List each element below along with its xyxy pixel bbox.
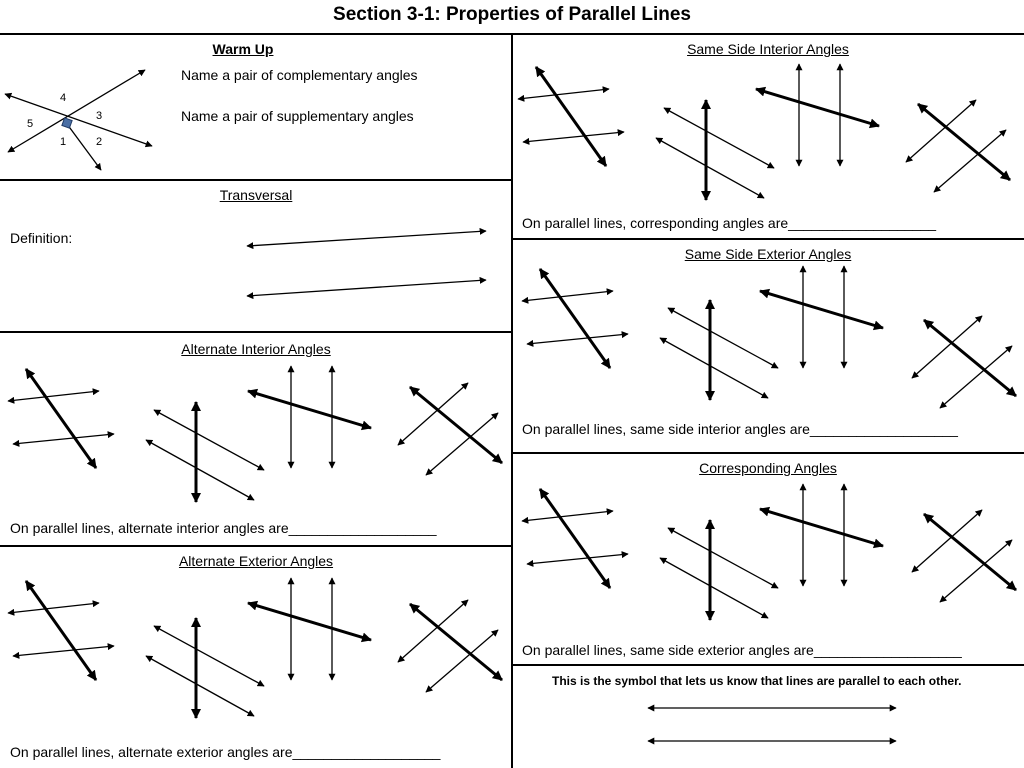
transversal-heading: Transversal bbox=[219, 187, 293, 203]
alt-exterior-statement: On parallel lines, alternate exterior angles are___________________ bbox=[10, 744, 441, 760]
alt-interior-diagrams bbox=[8, 366, 502, 502]
angle-label-4: 4 bbox=[60, 92, 67, 104]
alt-interior-statement: On parallel lines, alternate interior angles are___________________ bbox=[10, 520, 437, 536]
alt-exterior-heading: Alternate Exterior Angles bbox=[178, 553, 334, 569]
alt-exterior-diagrams bbox=[8, 578, 502, 718]
warm-up-heading: Warm Up bbox=[212, 41, 274, 57]
warm-up-question-1: Name a pair of complementary angles bbox=[181, 67, 418, 83]
same-side-interior-statement: On parallel lines, corresponding angles are___________________ bbox=[522, 215, 937, 231]
same-side-exterior-statement: On parallel lines, same side interior angles are___________________ bbox=[522, 421, 958, 437]
corresponding-diagrams bbox=[522, 484, 1016, 620]
angle-label-1: 1 bbox=[60, 136, 67, 148]
corresponding-statement: On parallel lines, same side exterior angles are___________________ bbox=[522, 642, 962, 658]
same-side-interior-heading: Same Side Interior Angles bbox=[687, 41, 849, 57]
page-title: Section 3-1: Properties of Parallel Lines bbox=[333, 4, 691, 25]
warm-up-question-2: Name a pair of supplementary angles bbox=[181, 108, 414, 124]
parallel-symbol-lines bbox=[648, 708, 896, 741]
angle-label-3: 3 bbox=[96, 110, 103, 122]
transversal-example-lines bbox=[247, 231, 486, 296]
same-side-exterior-diagrams bbox=[522, 266, 1016, 408]
same-side-exterior-heading: Same Side Exterior Angles bbox=[684, 246, 852, 262]
corresponding-heading: Corresponding Angles bbox=[699, 460, 837, 476]
parallel-symbol-note: This is the symbol that lets us know that lines are parallel to each other. bbox=[552, 674, 962, 688]
angle-label-2: 2 bbox=[96, 136, 103, 148]
definition-label: Definition: bbox=[10, 230, 73, 246]
alt-interior-heading: Alternate Interior Angles bbox=[181, 341, 331, 357]
angle-label-5: 5 bbox=[27, 118, 34, 130]
same-side-interior-diagrams bbox=[518, 64, 1010, 200]
warm-up-angle-diagram bbox=[5, 70, 152, 170]
